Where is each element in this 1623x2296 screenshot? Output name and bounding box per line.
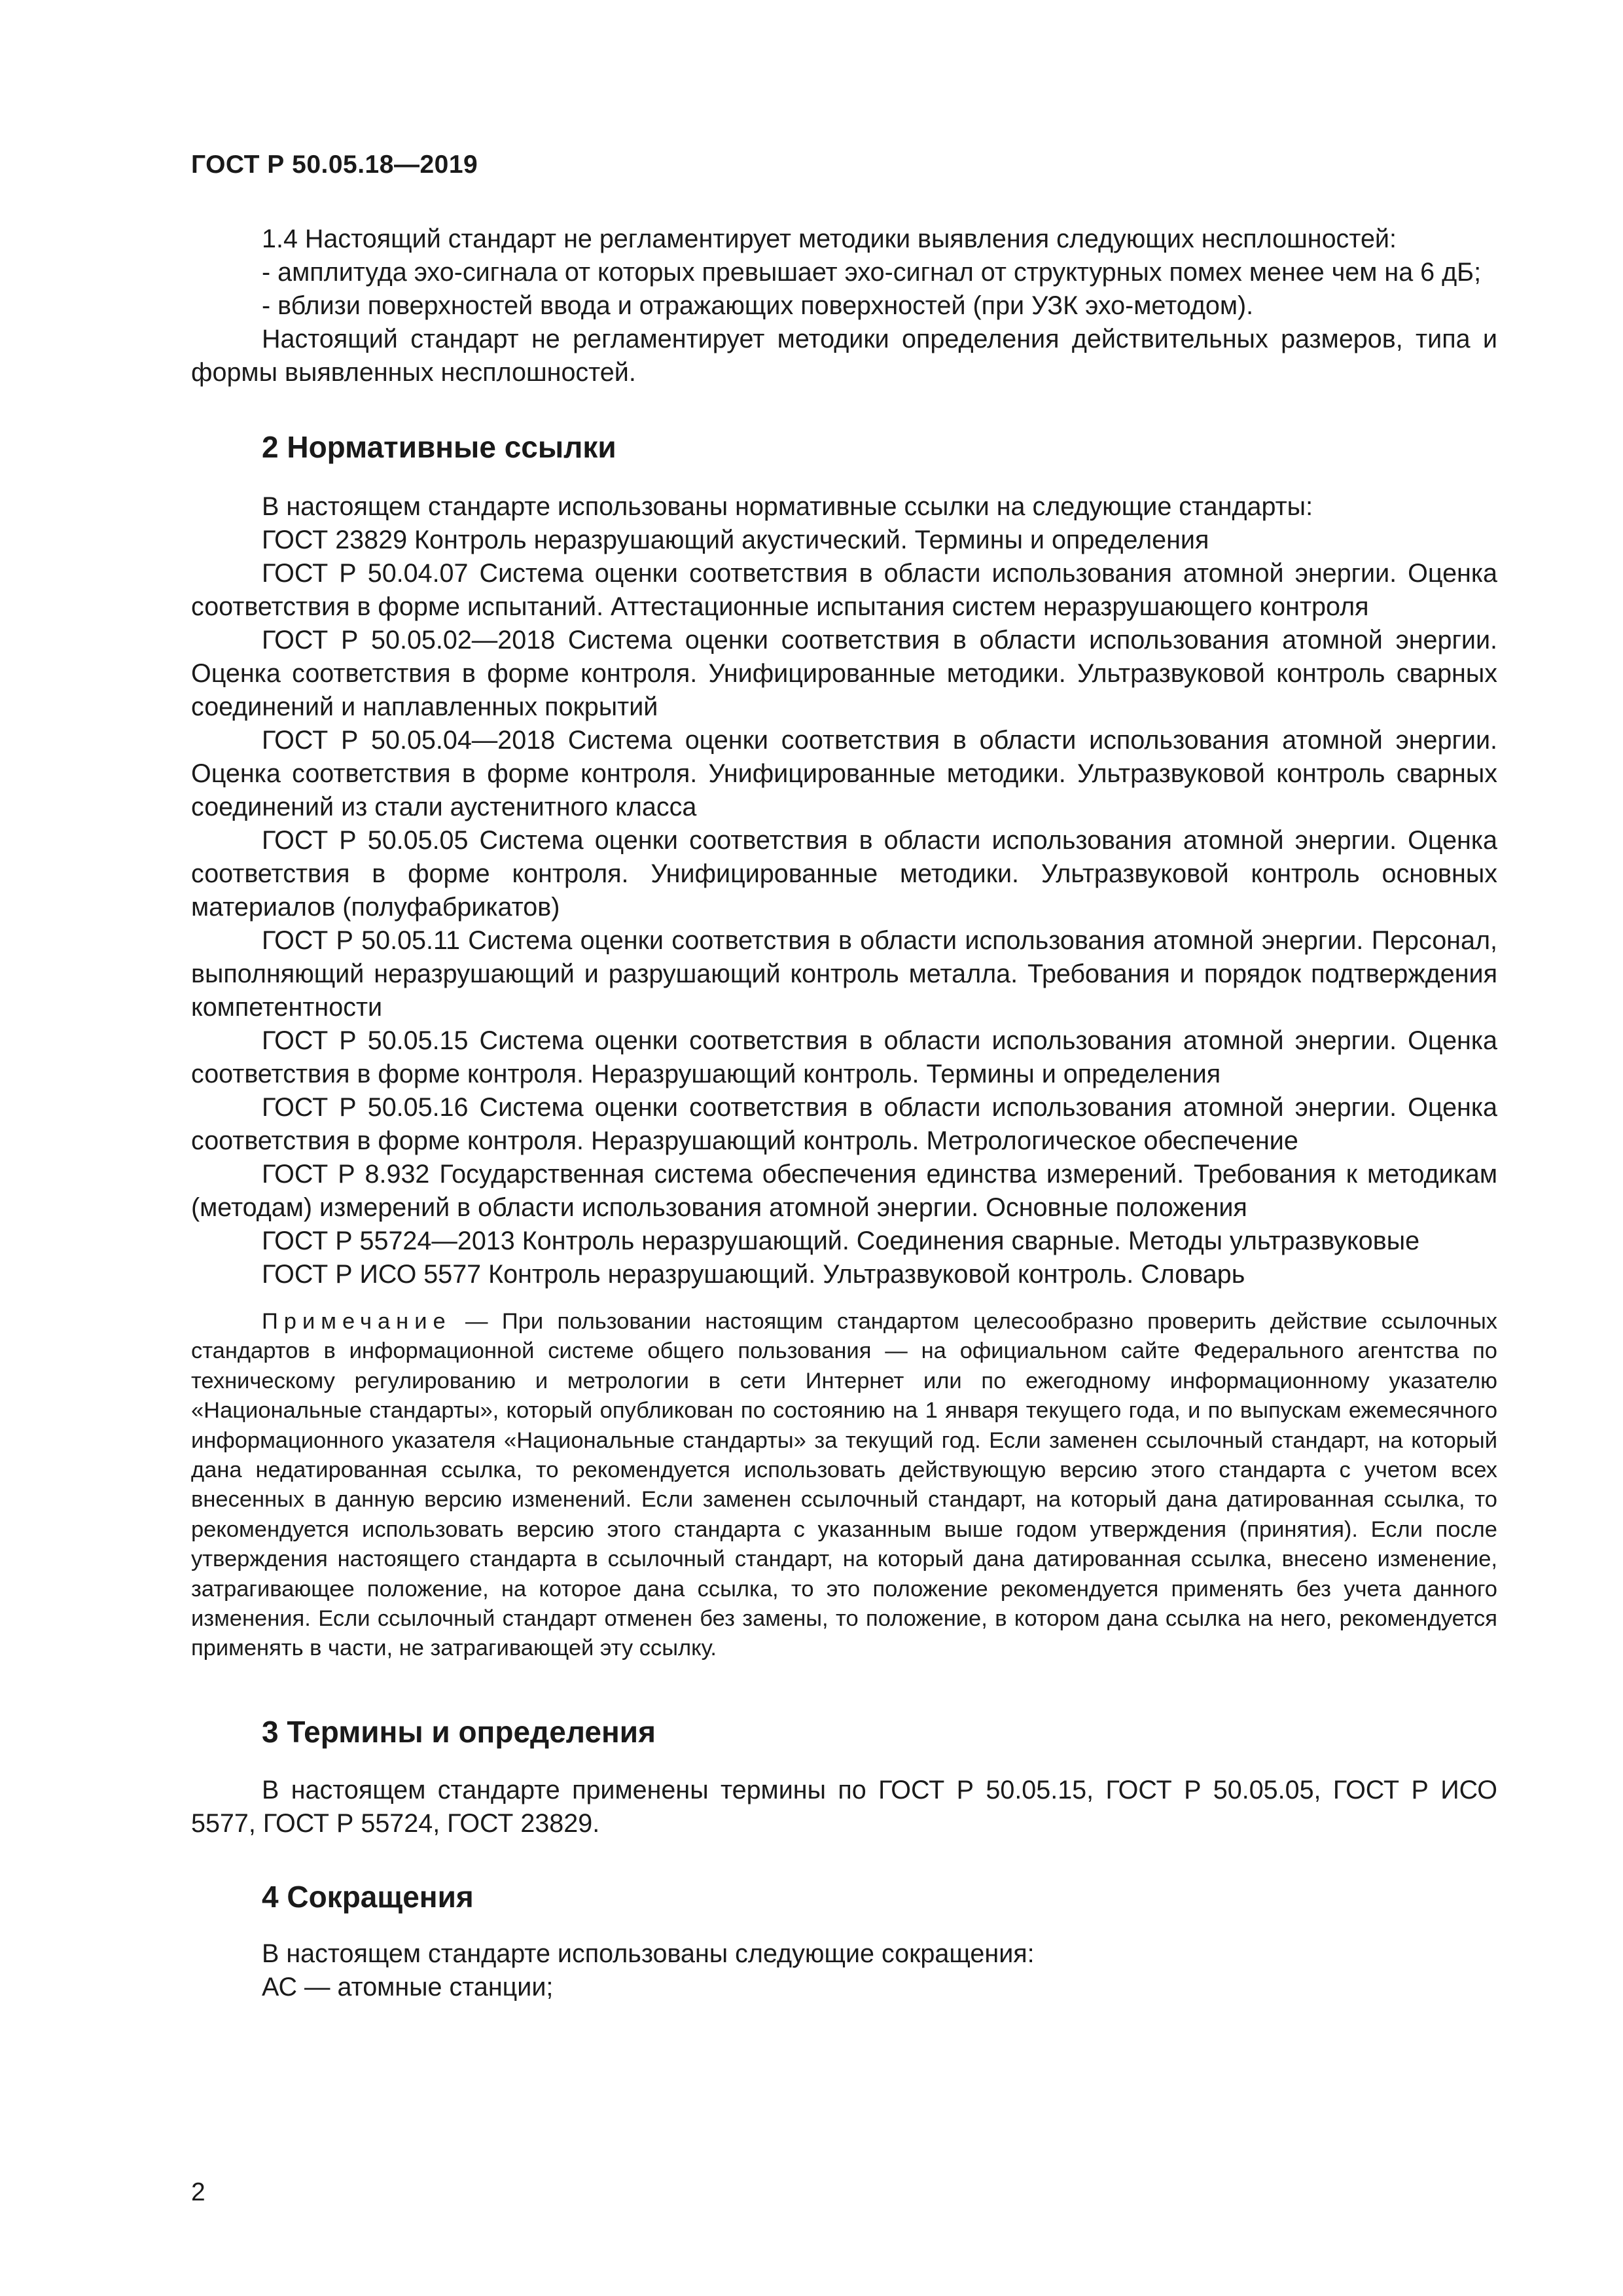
references-note bbox=[191, 1307, 1497, 1664]
reference-item: ГОСТ Р 50.05.05 Система оценки соответствия в области использования атомной энергии. Оценка соответствия в форме контроля. Унифицированные методики. Ультразвуковой контроль основных материалов (полуфабрикатов) bbox=[191, 826, 1497, 922]
note-text: — При пользовании настоящим стандартом целесообразно проверить действие ссылочных стандартов в информационной системе общего пользования — на официальном сайте Федерального агентства по техническому регулированию и метрологии в сети Интернет или по ежегодному информационному указателю «Национальные стандарты», который опубликован по состоянию на 1 января текущего года, и по выпускам ежемесячного информационного указателя «Национальные стандарты» за текущий год. Если заменен ссылочный стандарт, на который дана недатированная ссылка, то рекомендуется использовать действующую версию этого стандарта с учетом всех внесенных в данную версию изменений. Если заменен ссылочный стандарт, на который дана датированная ссылка, то рекомендуется использовать версию этого стандарта с указанным выше годом утверждения (принятия). Если после утверждения настоящего стандарта в ссылочный стандарт, на который дана датированная ссылка, внесено изменение, затрагивающее положение, на которое дана ссылка, то это положение рекомендуется применять без учета данного изменения. Если ссылочный стандарт отменен без замены, то положение, в котором дана ссылка на него, рекомендуется применять в части, не затрагивающей эту ссылку. bbox=[191, 1309, 1497, 1661]
reference-item: ГОСТ 23829 Контроль неразрушающий акустический. Термины и определения bbox=[262, 526, 1209, 554]
scope-paragraph-2: Настоящий стандарт не регламентирует методики определения действительных размеров, типа и формы выявленных несплошностей. bbox=[191, 325, 1497, 387]
section-3-heading: 3 Термины и определения bbox=[262, 1714, 656, 1749]
reference-item: ГОСТ Р 55724—2013 Контроль неразрушающий. Соединения сварные. Методы ультразвуковые bbox=[262, 1227, 1420, 1255]
page-content bbox=[191, 223, 1497, 2004]
section-4-intro: В настоящем стандарте использованы следующие сокращения: bbox=[262, 1939, 1035, 1968]
page-number: 2 bbox=[191, 2178, 205, 2206]
reference-item: ГОСТ Р 50.05.15 Система оценки соответствия в области использования атомной энергии. Оценка соответствия в форме контроля. Неразрушающий контроль. Термины и определения bbox=[191, 1026, 1497, 1088]
section-2-intro: В настоящем стандарте использованы нормативные ссылки на следующие стандарты: bbox=[262, 492, 1313, 521]
scope-list-item-1: - амплитуда эхо-сигнала от которых превышает эхо-сигнал от структурных помех менее чем на 6 дБ; bbox=[262, 258, 1482, 287]
scope-paragraph-1: 1.4 Настоящий стандарт не регламентирует методики выявления следующих несплошностей: bbox=[262, 224, 1397, 253]
reference-item: ГОСТ Р 50.05.11 Система оценки соответствия в области использования атомной энергии. Персонал, выполняющий неразрушающий и разрушающий контроль металла. Требования и порядок подтверждения компетентности bbox=[191, 926, 1497, 1022]
section-2-heading: 2 Нормативные ссылки bbox=[262, 430, 616, 464]
section-4-heading: 4 Сокращения bbox=[262, 1879, 474, 1914]
reference-item: ГОСТ Р 50.05.04—2018 Система оценки соответствия в области использования атомной энергии. Оценка соответствия в форме контроля. Унифицированные методики. Ультразвуковой контроль сварных соединений из стали аустенитного класса bbox=[191, 726, 1497, 821]
scope-list-item-2: - вблизи поверхностей ввода и отражающих поверхностей (при УЗК эхо-методом). bbox=[262, 291, 1254, 320]
reference-item: ГОСТ Р 50.04.07 Система оценки соответствия в области использования атомной энергии. Оценка соответствия в форме испытаний. Аттестационные испытания систем неразрушающего контроля bbox=[191, 559, 1497, 621]
note-label: Примечание bbox=[262, 1309, 452, 1334]
section-3-text: В настоящем стандарте применены термины по ГОСТ Р 50.05.15, ГОСТ Р 50.05.05, ГОСТ Р ИСО 5577, ГОСТ Р 55724, ГОСТ 23829. bbox=[191, 1775, 1497, 1838]
reference-item: ГОСТ Р 8.932 Государственная система обеспечения единства измерений. Требования к методикам (методам) измерений в области использования атомной энергии. Основные положения bbox=[191, 1160, 1497, 1222]
reference-item: ГОСТ Р 50.05.16 Система оценки соответствия в области использования атомной энергии. Оценка соответствия в форме контроля. Неразрушающий контроль. Метрологическое обеспечение bbox=[191, 1093, 1497, 1155]
reference-item: ГОСТ Р ИСО 5577 Контроль неразрушающий. Ультразвуковой контроль. Словарь bbox=[262, 1260, 1245, 1289]
reference-item: ГОСТ Р 50.05.02—2018 Система оценки соответствия в области использования атомной энергии. Оценка соответствия в форме контроля. Унифицированные методики. Ультразвуковой контроль сварных соединений и наплавленных покрытий bbox=[191, 626, 1497, 721]
document-code-header: ГОСТ Р 50.05.18—2019 bbox=[191, 151, 478, 179]
abbreviation-item: АС — атомные станции; bbox=[262, 1972, 554, 2001]
